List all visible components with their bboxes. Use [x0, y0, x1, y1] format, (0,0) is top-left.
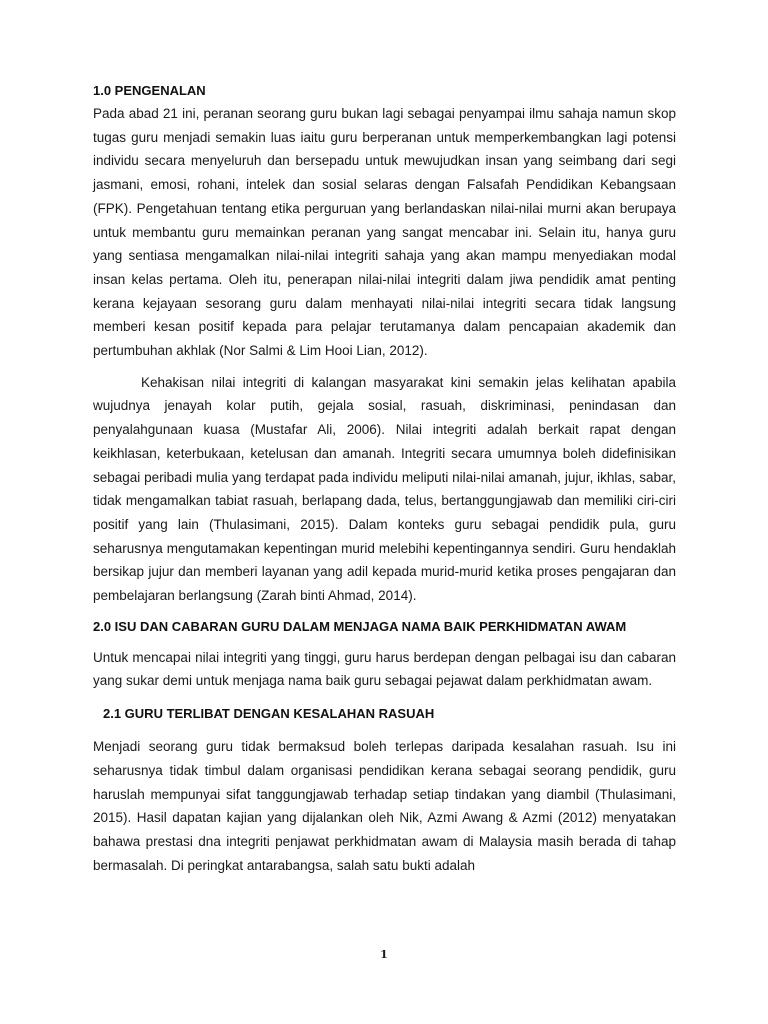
- paragraph-section-2-1: Menjadi seorang guru tidak bermaksud boleh terlepas daripada kesalahan rasuah. Isu ini seharusnya tidak timbul dalam organisasi pendidikan kerana sebagai seorang pendidik, guru haruslah mempunyai sifat tanggungjawab terhadap setiap tindakan yang diambil (Thulasimani, 2015). Hasil dapatan kajian yang dijalankan oleh Nik, Azmi Awang & Azmi (2012) menyatakan bahawa prestasi dna integriti penjawat perkhidmatan awam di Malaysia masih berada di tahap bermasalah. Di peringkat antarabangsa, salah satu bukti adalah: [93, 739, 676, 873]
- section-heading-pengenalan: 1.0 PENGENALAN: [93, 83, 206, 98]
- subsection-heading-rasuah: 2.1 GURU TERLIBAT DENGAN KESALAHAN RASUAH: [103, 706, 435, 722]
- paragraph-intro-1: Pada abad 21 ini, peranan seorang guru bukan lagi sebagai penyampai ilmu sahaja namun skop tugas guru menjadi semakin luas iaitu guru berperanan untuk memperkembangkan lagi potensi individu secara menyeluruh dan bersepadu untuk mewujudkan insan yang seimbang dari segi jasmani, emosi, rohani, intelek dan sosial selaras dengan Falsafah Pendidikan Kebangsaan (FPK). Pengetahuan tentang etika perguruan yang berlandaskan nilai-nilai murni akan berupaya untuk membantu guru memainkan peranan yang sangat mencabar ini. Selain itu, hanya guru yang sentiasa mengamalkan nilai-nilai integriti sahaja yang akan mampu menyediakan modal insan kelas pertama. Oleh itu, penerapan nilai-nilai integriti dalam jiwa pendidik amat penting kerana kejayaan sesorang guru dalam menhayati nilai-nilai integriti secara tidak langsung memberi kesan positif kepada para pelajar terutamanya dalam pencapaian akademik dan pertumbuhan akhlak (Nor Salmi & Lim Hooi Lian, 2012).: [93, 106, 676, 359]
- section-heading-isu-cabaran: 2.0 ISU DAN CABARAN GURU DALAM MENJAGA NAMA BAIK PERKHIDMATAN AWAM: [93, 618, 627, 634]
- paragraph-intro-2: Kehakisan nilai integriti di kalangan masyarakat kini semakin jelas kelihatan apabila wujudnya jenayah kolar putih, gejala sosial, rasuah, diskriminasi, penindasan dan penyalahgunaan kuasa (Mustafar Ali, 2006). Nilai integriti adalah berkait rapat dengan keikhlasan, keterbukaan, ketelusan dan amanah. Integriti secara umumnya boleh didefinisikan sebagai peribadi mulia yang terdapat pada individu meliputi nilai-nilai amanah, jujur, ikhlas, sabar, tidak mengamalkan tabiat rasuah, berlapang dada, telus, bertanggungjawab dan memiliki ciri-ciri positif yang lain (Thulasimani, 2015). Dalam konteks guru sebagai pendidik pula, guru seharusnya mengutamakan kepentingan murid melebihi kepentingannya sendiri. Guru hendaklah bersikap jujur dan memberi layanan yang adil kepada murid-murid ketika proses pengajaran dan pembelajaran berlangsung (Zarah binti Ahmad, 2014).: [93, 374, 676, 604]
- paragraph-section-2: Untuk mencapai nilai integriti yang tinggi, guru harus berdepan dengan pelbagai isu dan cabaran yang sukar demi untuk menjaga nama baik guru sebagai pejawat dalam perkhidmatan awam.: [93, 649, 676, 689]
- page-number: 1: [380, 948, 388, 961]
